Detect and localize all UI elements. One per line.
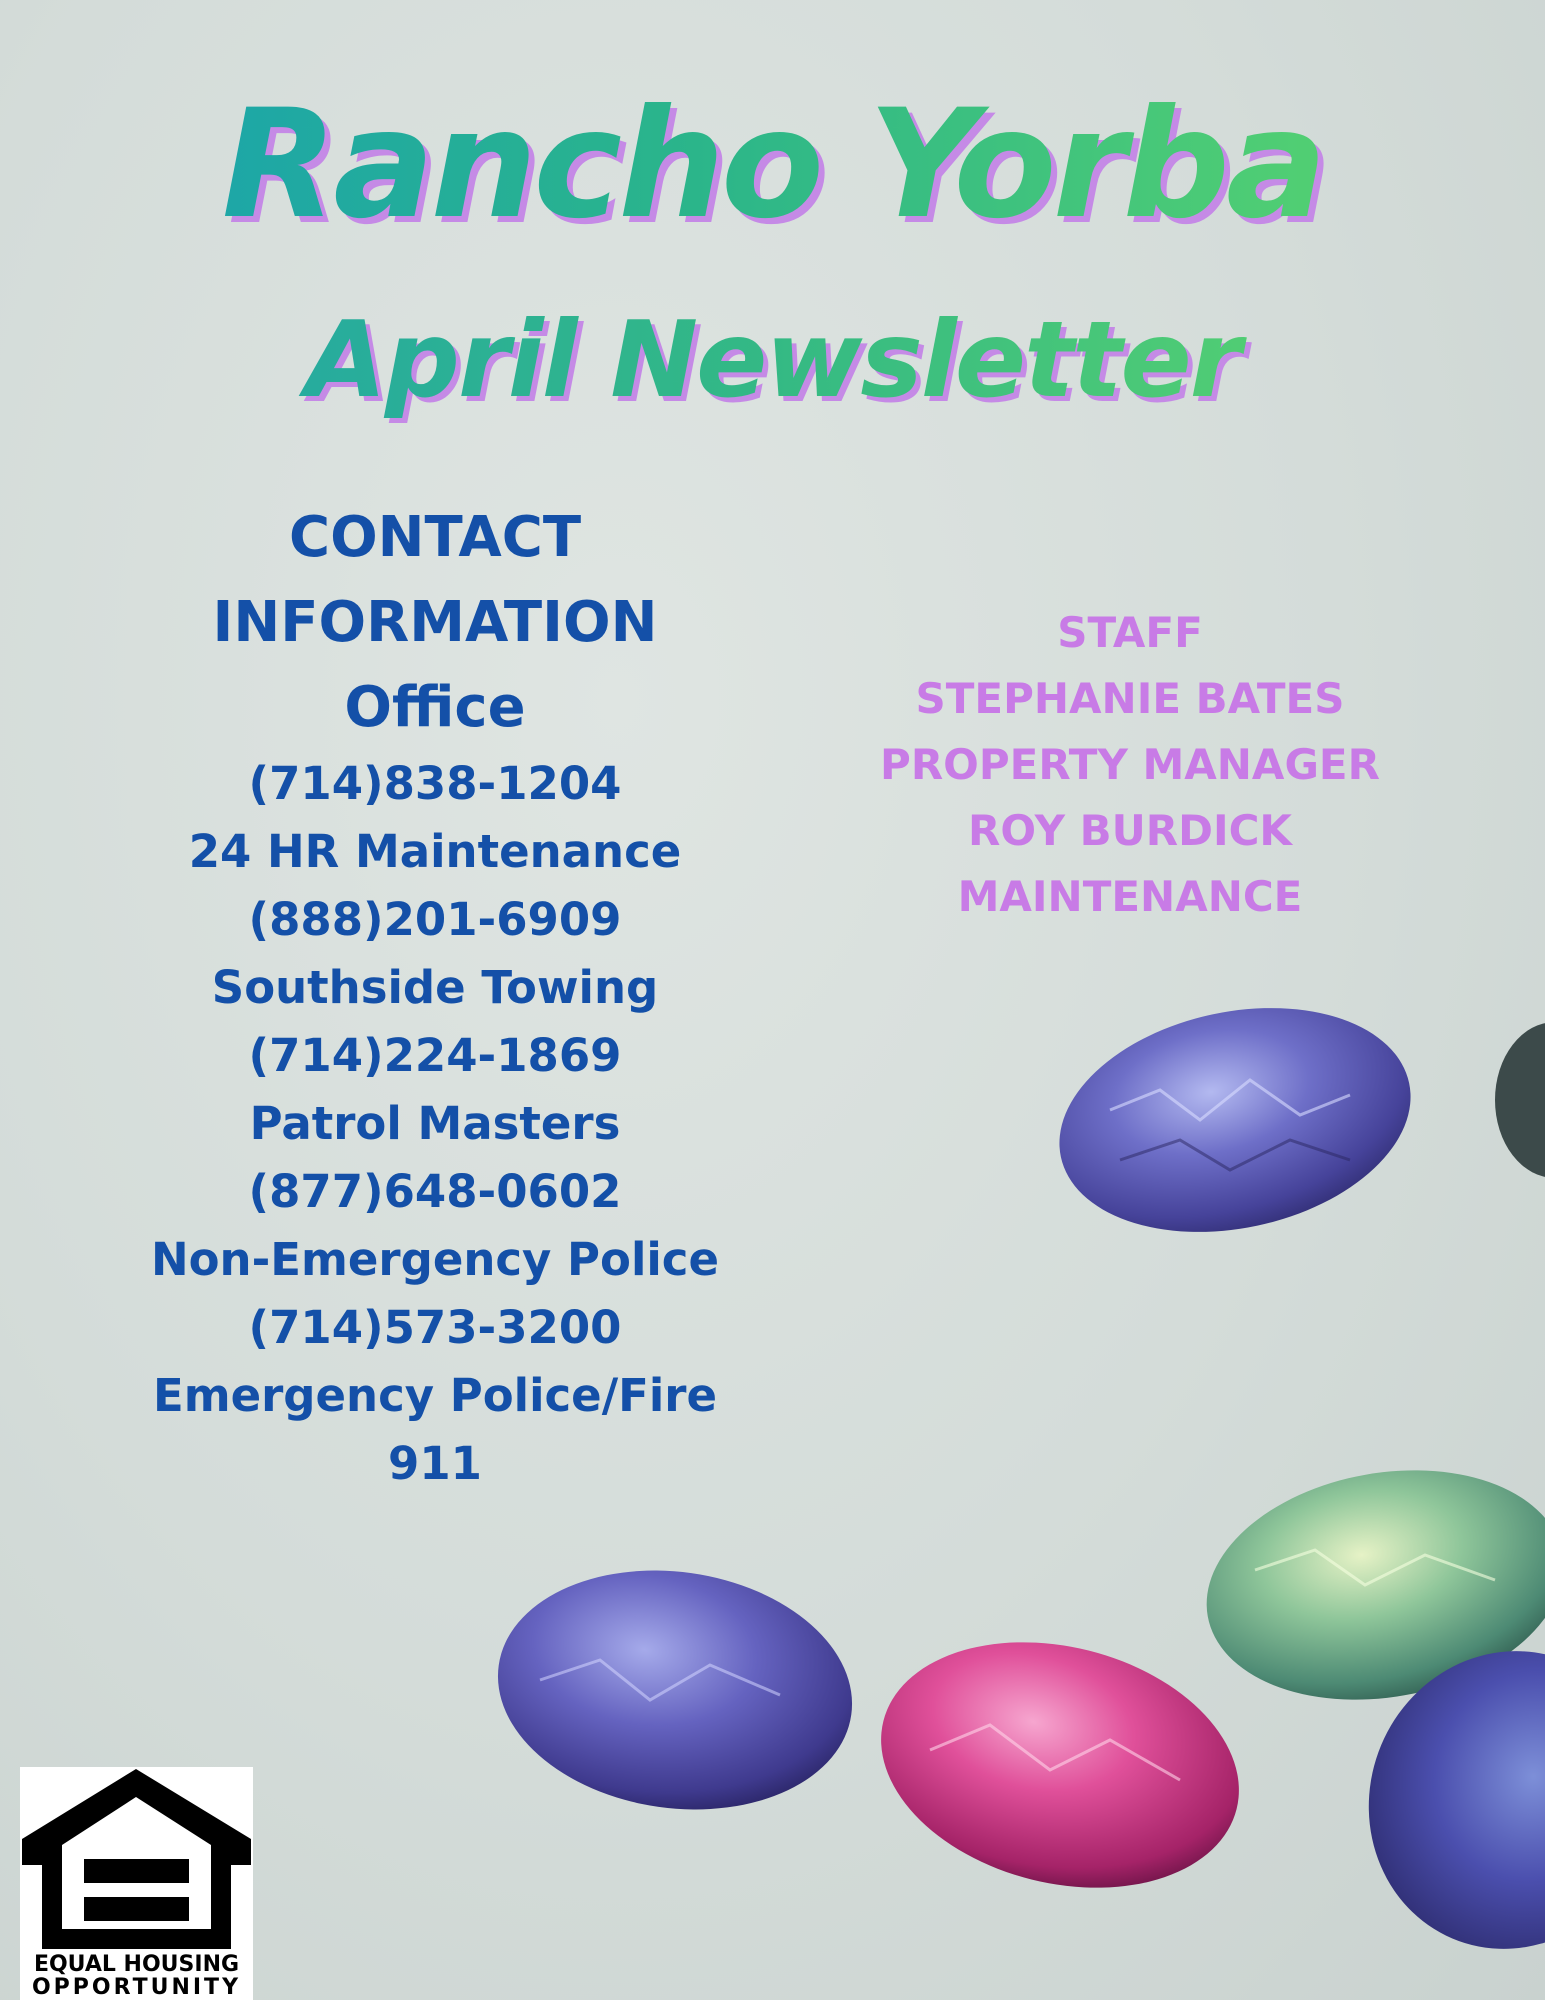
blue-egg-edge — [1360, 1650, 1545, 1950]
pink-egg — [870, 1630, 1250, 1900]
contact-label-emergency: Emergency Police/Fire — [152, 1369, 718, 1422]
logo-caption-line2: OPPORTUNITY — [31, 1975, 241, 2000]
contact-section — [135, 495, 735, 1498]
contact-heading-line2: INFORMATION — [212, 590, 658, 655]
dark-egg-edge — [1485, 1020, 1545, 1180]
purple-egg-top — [1050, 1000, 1420, 1240]
contact-phone-office: (714)838-1204 — [248, 757, 622, 810]
contact-phone-maintenance: (888)201-6909 — [248, 893, 622, 946]
purple-egg-bottom — [490, 1560, 860, 1820]
contact-phone-emergency: 911 — [388, 1437, 482, 1490]
contact-label-patrol: Patrol Masters — [249, 1097, 621, 1150]
contact-label-non-emergency: Non-Emergency Police — [150, 1233, 719, 1286]
contact-label-maintenance: 24 HR Maintenance — [188, 825, 682, 878]
newsletter-title: Rancho Yorba — [0, 80, 1545, 250]
logo-caption-line1: EQUAL HOUSING — [33, 1952, 240, 1977]
newsletter-subtitle: April Newsletter — [0, 300, 1545, 420]
staff-role-manager: PROPERTY MANAGER — [880, 740, 1380, 789]
equal-housing-icon — [20, 1767, 253, 1952]
staff-heading: STAFF — [1057, 608, 1203, 657]
contact-phone-patrol: (877)648-0602 — [248, 1165, 622, 1218]
staff-role-maintenance: MAINTENANCE — [957, 872, 1303, 921]
contact-label-office: Office — [344, 675, 526, 740]
contact-heading-line1: CONTACT — [288, 505, 582, 570]
contact-phone-towing: (714)224-1869 — [248, 1029, 622, 1082]
equal-housing-logo — [20, 1767, 253, 2000]
staff-section — [830, 600, 1430, 930]
contact-phone-non-emergency: (714)573-3200 — [248, 1301, 622, 1354]
staff-name-maintenance: ROY BURDICK — [968, 806, 1292, 855]
contact-label-towing: Southside Towing — [211, 961, 659, 1014]
staff-name-manager: STEPHANIE BATES — [915, 674, 1345, 723]
